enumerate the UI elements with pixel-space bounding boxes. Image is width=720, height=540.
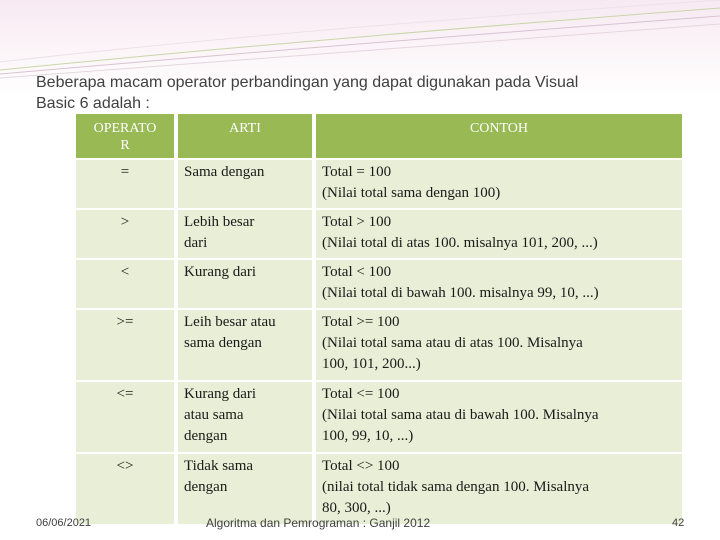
cell-arti-line: Leih besar atau <box>184 314 276 330</box>
cell-arti-line: Tidak sama <box>184 458 254 474</box>
header-operator-line2: R <box>120 138 130 153</box>
cell-arti <box>178 310 312 380</box>
footer-page-number: 42 <box>672 517 685 529</box>
cell-contoh-line: 80, 300, ...) <box>322 500 391 516</box>
header-contoh: CONTOH <box>316 114 682 158</box>
cell-contoh <box>316 310 682 380</box>
cell-contoh-line: Total < 100 <box>322 264 392 280</box>
cell-arti-line: atau sama <box>184 407 244 423</box>
table-row <box>76 210 682 258</box>
intro-text <box>36 72 676 114</box>
header-arti: ARTI <box>178 114 312 158</box>
cell-contoh <box>316 210 682 258</box>
header-operator-line1: OPERATO <box>93 121 157 136</box>
cell-contoh-line: Total <= 100 <box>322 386 400 402</box>
table-row <box>76 260 682 308</box>
footer-course: Algoritma dan Pemrograman : Ganjil 2012 <box>206 516 431 530</box>
cell-operator: <= <box>76 382 174 452</box>
cell-operator: < <box>76 260 174 308</box>
intro-line-2: Basic 6 adalah : <box>36 95 150 112</box>
table-row <box>76 160 682 208</box>
cell-contoh-line: (nilai total tidak sama dengan 100. Misalnya <box>322 479 590 495</box>
cell-contoh-line: (Nilai total di atas 100. misalnya 101, 200, ...) <box>322 235 598 251</box>
cell-contoh-line: Total = 100 <box>322 164 392 180</box>
cell-contoh-line: (Nilai total di bawah 100. misalnya 99, 10, ...) <box>322 285 599 301</box>
cell-contoh-line: Total > 100 <box>322 214 392 230</box>
cell-contoh <box>316 160 682 208</box>
cell-contoh-line: (Nilai total sama dengan 100) <box>322 185 501 201</box>
cell-operator: > <box>76 210 174 258</box>
cell-contoh-line: Total >= 100 <box>322 314 400 330</box>
header-operator <box>76 114 174 158</box>
cell-operator: >= <box>76 310 174 380</box>
intro-line-1: Beberapa macam operator perbandingan yang dapat digunakan pada Visual <box>36 74 579 91</box>
cell-operator: <> <box>76 454 174 524</box>
cell-arti <box>178 160 312 208</box>
cell-arti <box>178 260 312 308</box>
cell-arti <box>178 454 312 524</box>
cell-arti <box>178 382 312 452</box>
cell-contoh-line: 100, 99, 10, ...) <box>322 428 414 444</box>
operator-table <box>72 112 686 526</box>
cell-arti-line: Kurang dari <box>184 264 257 280</box>
cell-contoh-line: (Nilai total sama atau di atas 100. Misalnya <box>322 335 583 351</box>
cell-arti-line: sama dengan <box>184 335 262 351</box>
cell-arti <box>178 210 312 258</box>
cell-contoh <box>316 260 682 308</box>
footer-date: 06/06/2021 <box>36 517 92 529</box>
cell-contoh <box>316 454 682 524</box>
table-row <box>76 310 682 380</box>
cell-operator: = <box>76 160 174 208</box>
cell-contoh-line: (Nilai total sama atau di bawah 100. Misalnya <box>322 407 599 423</box>
cell-arti-line: dengan <box>184 428 228 444</box>
table-row <box>76 382 682 452</box>
cell-arti-line: dengan <box>184 479 228 495</box>
cell-arti-line: Lebih besar <box>184 214 255 230</box>
cell-arti-line: Sama dengan <box>184 164 265 180</box>
table-row <box>76 454 682 524</box>
table-header-row <box>76 114 682 158</box>
cell-contoh-line: Total <> 100 <box>322 458 400 474</box>
cell-contoh-line: 100, 101, 200...) <box>322 356 421 372</box>
cell-arti-line: Kurang dari <box>184 386 257 402</box>
cell-contoh <box>316 382 682 452</box>
cell-arti-line: dari <box>184 235 208 251</box>
